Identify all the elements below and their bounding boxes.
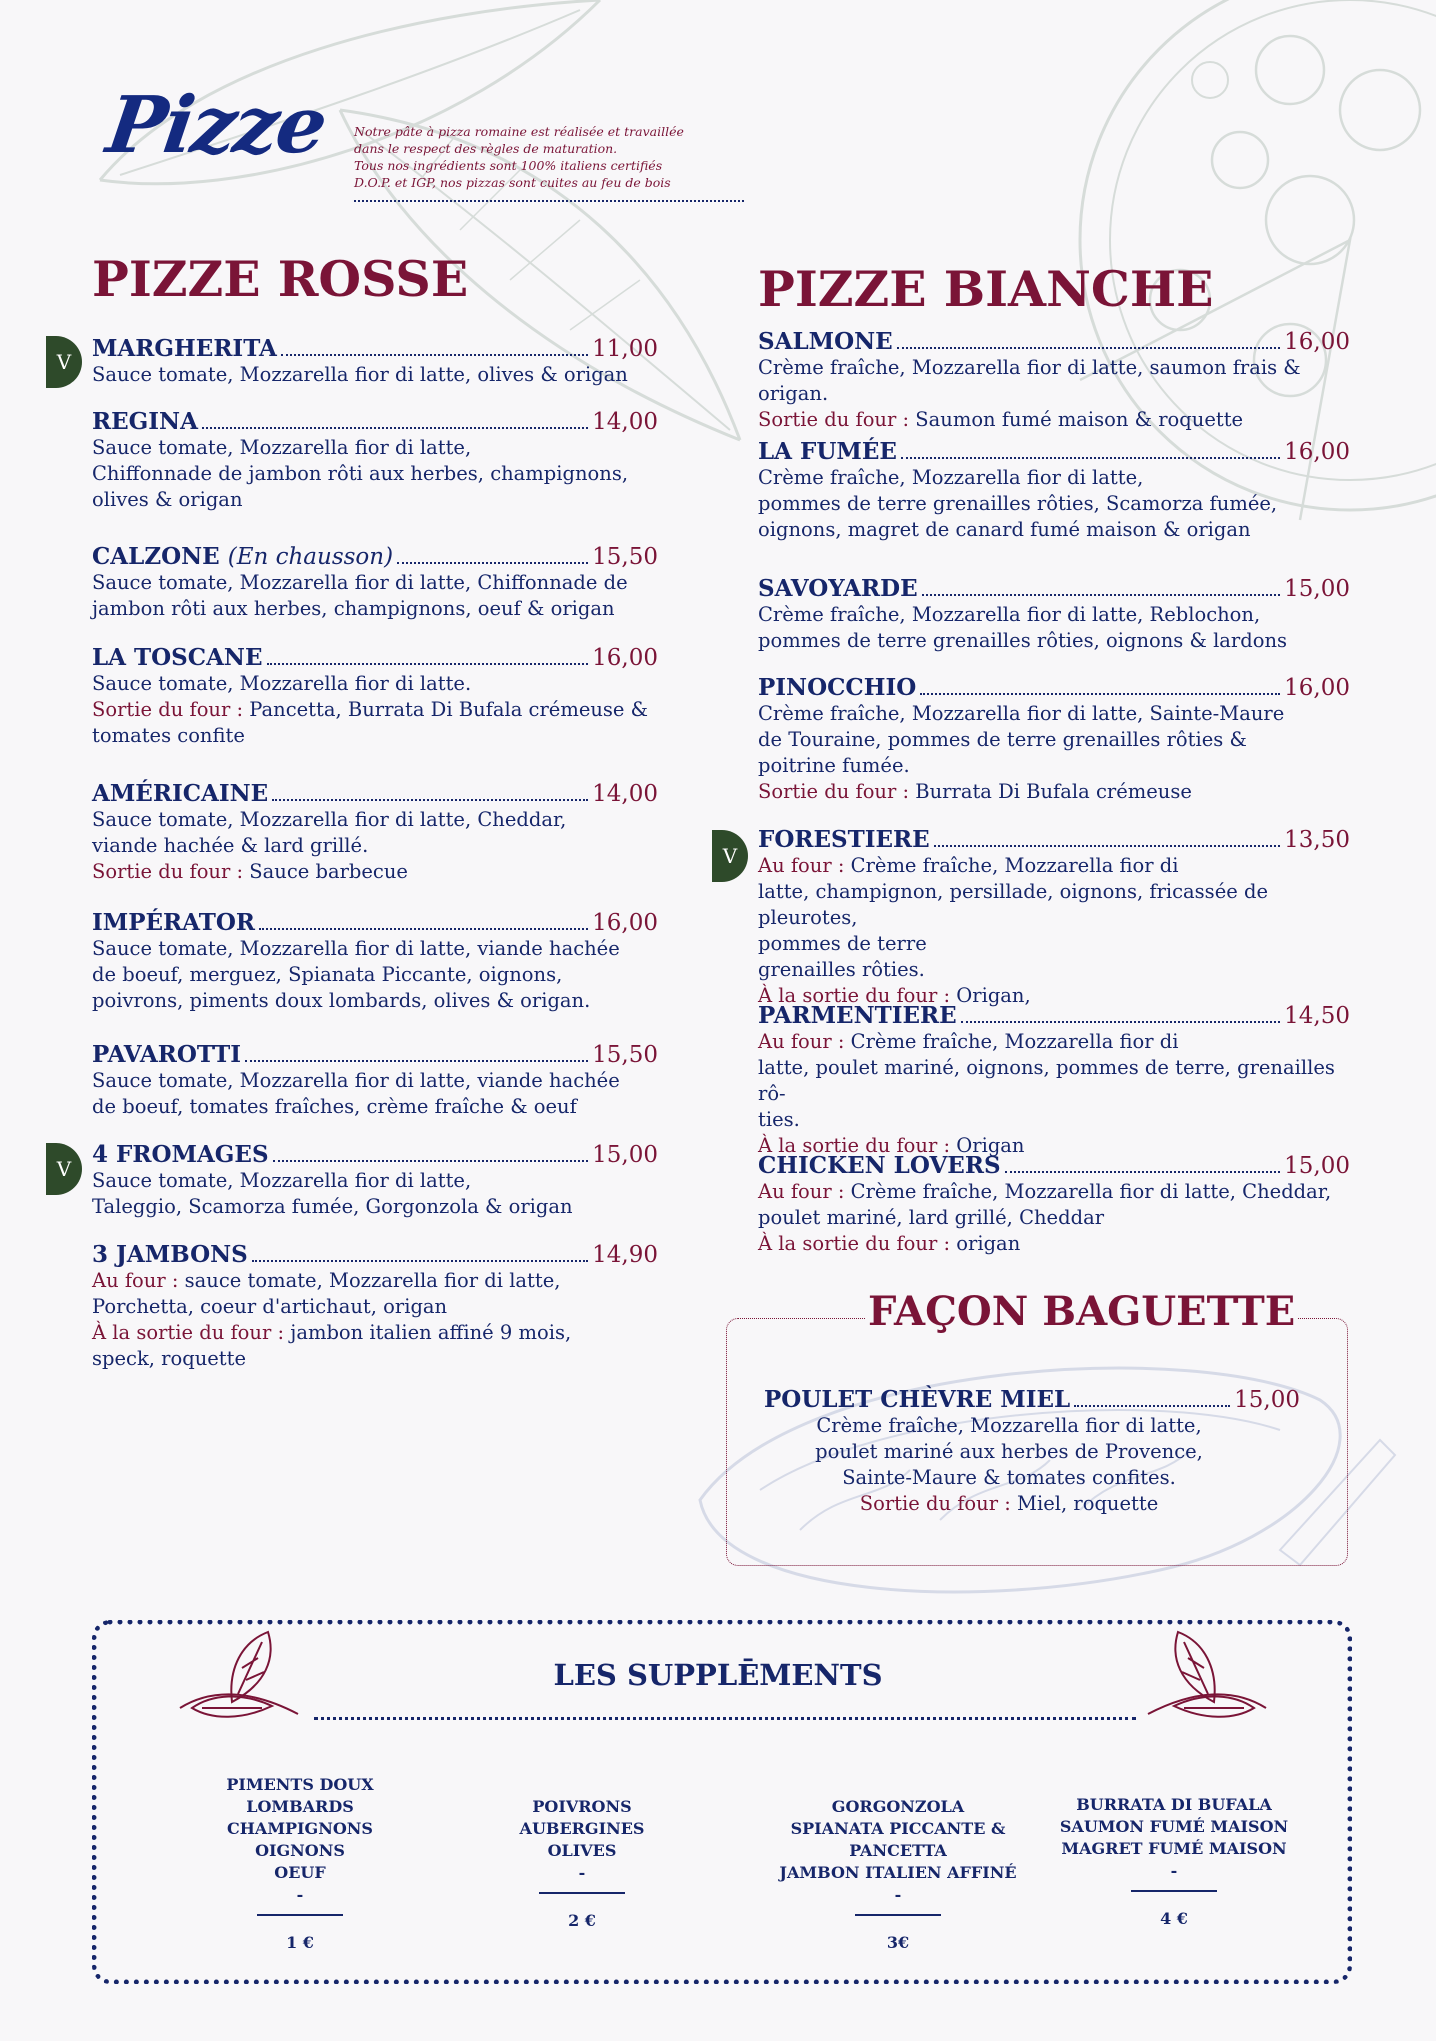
supplement-column-4 <box>1044 1794 1304 1930</box>
item-price: 15,00 <box>1234 1387 1300 1413</box>
sortie-label: À la sortie du four : <box>758 1232 951 1255</box>
item-desc: viande hachée & lard grillé. <box>92 834 369 857</box>
supplement-item: BURRATA DI BUFALA <box>1076 1795 1272 1814</box>
supplements-title: LES SUPPLĒMENTS <box>553 1658 883 1692</box>
item-name: PAVAROTTI <box>92 1041 242 1068</box>
supplement-item: SPIANATA PICCANTE & PANCETTA <box>790 1819 1006 1860</box>
item-desc: Crème fraîche, Mozzarella fior di latte, <box>816 1414 1202 1437</box>
item-desc: Sauce tomate, Mozzarella fior di latte, <box>92 1169 472 1192</box>
sortie-label: À la sortie du four : <box>92 1321 285 1344</box>
item-desc: Sauce tomate, Mozzarella fior di latte, <box>92 436 472 459</box>
menu-item-calzone <box>92 544 658 622</box>
item-price: 14,00 <box>592 781 658 807</box>
item-extra: Burrata Di Bufala crémeuse <box>915 780 1192 803</box>
item-price: 15,00 <box>592 1142 658 1168</box>
dot-leader <box>259 928 588 930</box>
dot-leader <box>961 1021 1280 1023</box>
supplement-dash: - <box>578 1863 586 1882</box>
item-name: AMÉRICAINE <box>92 780 269 807</box>
dot-leader <box>252 1260 588 1262</box>
item-desc: jambon rôti aux herbes, champignons, oeuf & origan <box>92 597 615 620</box>
menu-item-parmentiere <box>758 1003 1350 1159</box>
item-price: 15,00 <box>1284 576 1350 602</box>
item-desc: Sauce tomate, Mozzarella fior di latte, Cheddar, <box>92 808 567 831</box>
menu-item-pavarotti <box>92 1042 658 1120</box>
menu-item-pinocchio <box>758 675 1350 805</box>
item-desc: sauce tomate, Mozzarella fior di latte, <box>184 1269 561 1292</box>
supplements-divider <box>314 1717 1136 1720</box>
supplement-item: SAUMON FUMÉ MAISON <box>1059 1817 1289 1836</box>
section-title-bianche: PIZZE BIANCHE <box>758 260 1214 318</box>
item-desc: latte, champignon, persillade, oignons, fricassée de pleurotes, <box>758 880 1268 929</box>
sortie-label: À la sortie du four : <box>758 1134 951 1157</box>
item-desc: Sauce tomate, Mozzarella fior di latte, Chiffonnade de <box>92 571 628 594</box>
menu-item-3-jambons <box>92 1242 658 1372</box>
item-name: LA FUMÉE <box>758 438 897 465</box>
supplement-dash: - <box>1170 1861 1178 1880</box>
menu-item-imperator <box>92 910 658 1014</box>
item-name: PINOCCHIO <box>758 674 917 701</box>
au-four-label: Au four : <box>758 1180 845 1203</box>
item-desc: Crème fraîche, Mozzarella fior di latte, <box>758 466 1144 489</box>
dot-leader <box>922 594 1280 596</box>
vegetarian-badge-icon: V <box>46 1143 82 1195</box>
item-name: REGINA <box>92 408 198 435</box>
item-name-wrap <box>92 544 393 570</box>
item-desc: Crème fraîche, Mozzarella fior di latte, Sainte-Maure <box>758 702 1285 725</box>
item-price: 11,00 <box>592 336 658 362</box>
item-desc: poivrons, piments doux lombards, olives & origan. <box>92 989 591 1012</box>
vegetarian-badge-icon: V <box>46 336 82 388</box>
item-name: IMPÉRATOR <box>92 909 256 936</box>
sortie-label: Sortie du four : <box>758 780 910 803</box>
supplement-rule <box>539 1892 625 1894</box>
laurel-leaf-icon <box>172 1628 304 1728</box>
menu-item-margherita <box>92 336 658 388</box>
item-extra: origan <box>956 1232 1021 1255</box>
item-desc: poulet mariné, lard grillé, Cheddar <box>758 1206 1105 1229</box>
au-four-label: Au four : <box>92 1269 179 1292</box>
au-four-label: Au four : <box>758 1030 845 1053</box>
menu-item-savoyarde <box>758 576 1350 654</box>
dot-leader <box>397 562 588 564</box>
supplement-item: AUBERGINES <box>519 1819 645 1838</box>
supplement-price: 4 € <box>1160 1909 1188 1928</box>
item-desc: de boeuf, merguez, Spianata Piccante, oignons, <box>92 963 563 986</box>
item-extra: Pancetta, Burrata Di Bufala crémeuse & <box>249 698 649 721</box>
item-name: SAVOYARDE <box>758 575 918 602</box>
supplement-item: OEUF <box>274 1863 326 1882</box>
item-name: CHICKEN LOVERS <box>758 1152 1001 1179</box>
supplement-rule <box>855 1914 941 1916</box>
intro-line: D.O.P. et IGP, nos pizzas sont cuites au feu de bois <box>354 175 671 190</box>
supplement-column-1 <box>170 1774 430 1954</box>
item-name: 4 FROMAGES <box>92 1141 269 1168</box>
item-desc: Chiffonnade de jambon rôti aux herbes, champignons, <box>92 462 629 485</box>
intro-line: Tous nos ingrédients sont 100% italiens certifiés <box>354 158 663 173</box>
dot-leader <box>281 354 588 356</box>
supplement-column-3 <box>740 1796 1056 1954</box>
page-title: Pizze <box>101 80 331 171</box>
item-name: SALMONE <box>758 328 893 355</box>
item-price: 16,00 <box>592 910 658 936</box>
sortie-label: Sortie du four : <box>92 698 244 721</box>
supplement-dash: - <box>894 1885 902 1904</box>
item-price: 16,00 <box>1284 439 1350 465</box>
item-name: CALZONE <box>92 543 220 570</box>
item-price: 15,50 <box>592 544 658 570</box>
au-four-label: Au four : <box>758 854 845 877</box>
sortie-label: Sortie du four : <box>758 408 910 431</box>
item-extra: Saumon fumé maison & roquette <box>915 408 1244 431</box>
item-desc: Crème fraîche, Mozzarella fior di <box>850 854 1179 877</box>
item-desc: Taleggio, Scamorza fumée, Gorgonzola & origan <box>92 1195 573 1218</box>
item-desc: poitrine fumée. <box>758 754 910 777</box>
item-extra: Sauce barbecue <box>249 860 408 883</box>
supplement-price: 3€ <box>886 1933 910 1952</box>
dot-leader <box>934 845 1280 847</box>
item-note: (En chausson) <box>227 544 394 570</box>
item-desc: Sauce tomate, Mozzarella fior di latte, viande hachée <box>92 937 620 960</box>
item-desc: pommes de terre grenailles rôties, Scamorza fumée, <box>758 492 1278 515</box>
dot-leader <box>202 427 588 429</box>
item-name: PARMENTIERE <box>758 1002 957 1029</box>
supplement-dash: - <box>296 1885 304 1904</box>
item-name: FORESTIERE <box>758 826 930 853</box>
item-desc: Sauce tomate, Mozzarella fior di latte. <box>92 672 472 695</box>
item-desc: Porchetta, coeur d'artichaut, origan <box>92 1295 448 1318</box>
sortie-label: Sortie du four : <box>92 860 244 883</box>
item-desc: Sauce tomate, Mozzarella fior di latte, olives & origan <box>92 363 628 386</box>
menu-item-americaine <box>92 781 658 885</box>
item-name: LA TOSCANE <box>92 644 263 671</box>
item-price: 14,90 <box>592 1242 658 1268</box>
dot-leader <box>245 1060 588 1062</box>
supplement-price: 2 € <box>568 1911 596 1930</box>
item-price: 16,00 <box>1284 675 1350 701</box>
item-desc: olives & origan <box>92 488 243 511</box>
supplement-item: CHAMPIGNONS <box>227 1819 373 1838</box>
menu-item-regina <box>92 409 658 513</box>
menu-item-la-fumee <box>758 439 1350 543</box>
supplement-item: OIGNONS <box>255 1841 345 1860</box>
dot-leader <box>273 1160 589 1162</box>
supplement-item: GORGONZOLA <box>831 1797 965 1816</box>
menu-item-forestiere <box>758 827 1350 1009</box>
menu-item-salmone <box>758 329 1350 433</box>
vegetarian-badge-icon: V <box>712 830 748 882</box>
intro-line: Notre pâte à pizza romaine est réalisée et travaillée <box>354 124 684 139</box>
item-price: 16,00 <box>1284 329 1350 355</box>
supplement-item: PIMENTS DOUX LOMBARDS <box>226 1775 374 1816</box>
supplement-column-2 <box>462 1796 702 1932</box>
dot-leader <box>920 693 1280 695</box>
menu-item-4-fromages <box>92 1142 658 1220</box>
item-desc: ties. <box>758 1108 800 1131</box>
section-title-baguette: FAÇON BAGUETTE <box>868 1288 1296 1335</box>
intro-text <box>354 123 744 191</box>
menu-item-la-toscane <box>92 645 658 749</box>
item-extra: Origan <box>956 1134 1025 1157</box>
item-desc: Crème fraîche, Mozzarella fior di latte, Cheddar, <box>850 1180 1332 1203</box>
item-name: POULET CHÈVRE MIEL <box>764 1386 1071 1413</box>
item-extra: tomates confite <box>92 724 245 747</box>
supplement-rule <box>1131 1890 1217 1892</box>
intro-line: dans le respect des règles de maturation. <box>354 141 618 156</box>
item-desc: Sainte-Maure & tomates confites. <box>842 1466 1176 1489</box>
sortie-label: À la sortie du four : <box>758 984 951 1007</box>
item-extra: Origan, <box>956 984 1031 1007</box>
item-desc: oignons, magret de canard fumé maison & origan <box>758 518 1251 541</box>
intro-divider <box>354 200 744 202</box>
supplement-item: MAGRET FUMÉ MAISON <box>1061 1839 1287 1858</box>
item-desc: poulet mariné aux herbes de Provence, <box>815 1440 1203 1463</box>
dot-leader <box>1074 1405 1230 1407</box>
sortie-label: Sortie du four : <box>859 1492 1011 1515</box>
dot-leader <box>897 347 1280 349</box>
supplement-item: JAMBON ITALIEN AFFINÉ <box>779 1863 1017 1882</box>
item-desc: de Touraine, pommes de terre grenailles rôties & <box>758 728 1247 751</box>
item-desc: Crème fraîche, Mozzarella fior di latte, saumon frais & origan. <box>758 356 1301 405</box>
item-name: 3 JAMBONS <box>92 1241 248 1268</box>
dot-leader <box>901 457 1280 459</box>
section-title-rosse: PIZZE ROSSE <box>92 250 469 308</box>
dot-leader <box>272 799 588 801</box>
item-price: 13,50 <box>1284 827 1350 853</box>
item-price: 15,00 <box>1284 1153 1350 1179</box>
item-price: 14,50 <box>1284 1003 1350 1029</box>
item-price: 15,50 <box>592 1042 658 1068</box>
item-desc: latte, poulet mariné, oignons, pommes de terre, grenailles rô- <box>758 1056 1335 1105</box>
item-desc: pommes de terre <box>758 932 927 955</box>
item-desc: pommes de terre grenailles rôties, oignons & lardons <box>758 629 1288 652</box>
item-price: 16,00 <box>592 645 658 671</box>
menu-item-poulet-chevre-miel <box>764 1387 1300 1517</box>
item-extra: Miel, roquette <box>1017 1492 1159 1515</box>
item-desc: de boeuf, tomates fraîches, crème fraîche & oeuf <box>92 1095 577 1118</box>
item-desc: Sauce tomate, Mozzarella fior di latte, viande hachée <box>92 1069 620 1092</box>
dot-leader <box>1005 1171 1281 1173</box>
supplement-item: OLIVES <box>547 1841 617 1860</box>
item-desc: Crème fraîche, Mozzarella fior di <box>850 1030 1179 1053</box>
item-desc: grenailles rôties. <box>758 958 925 981</box>
dot-leader <box>267 663 589 665</box>
item-extra: speck, roquette <box>92 1347 247 1370</box>
item-extra: jambon italien affiné 9 mois, <box>290 1321 572 1344</box>
item-name: MARGHERITA <box>92 335 277 362</box>
supplement-item: POIVRONS <box>532 1797 632 1816</box>
item-desc: Crème fraîche, Mozzarella fior di latte, Reblochon, <box>758 603 1261 626</box>
supplement-rule <box>257 1914 343 1916</box>
laurel-leaf-icon <box>1142 1628 1274 1728</box>
item-price: 14,00 <box>592 409 658 435</box>
supplement-price: 1 € <box>286 1933 314 1952</box>
menu-item-chicken-lovers <box>758 1153 1350 1257</box>
